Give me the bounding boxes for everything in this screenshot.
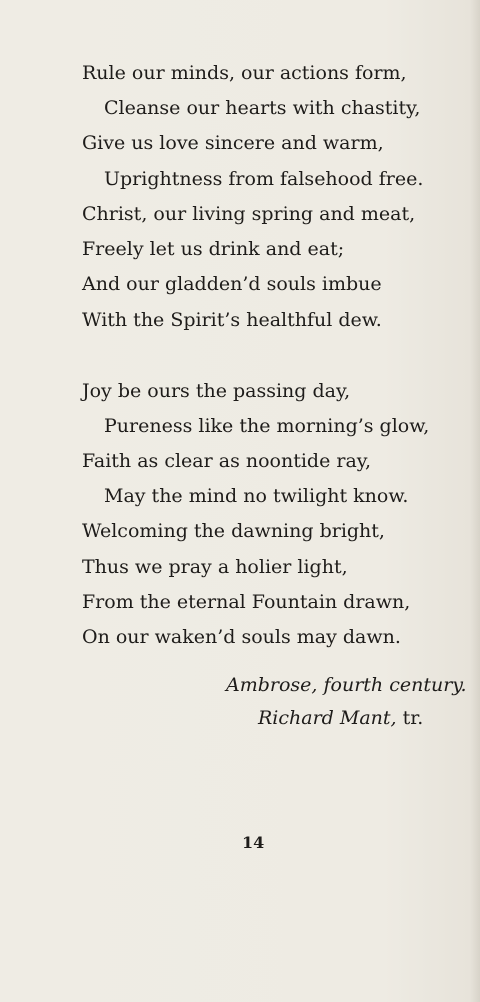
verse-line: Give us love sincere and warm, [82, 132, 384, 154]
translator-suffix: tr. [396, 707, 424, 729]
author-credit: Ambrose, fourth century. [226, 674, 467, 696]
verse-line: Joy be ours the passing day, [82, 380, 351, 402]
verse-line: Faith as clear as noontide ray, [82, 450, 372, 472]
verse-line: From the eternal Fountain drawn, [82, 591, 411, 613]
verse-line: May the mind no twilight know. [104, 485, 409, 507]
page-number: 14 [242, 833, 265, 852]
verse-line: Uprightness from falsehood free. [104, 168, 424, 190]
verse-line: Rule our minds, our actions form, [82, 62, 407, 84]
verse-line: With the Spirit’s healthful dew. [82, 309, 382, 331]
verse-line: Thus we pray a holier light, [82, 556, 348, 578]
verse-line: And our gladden’d souls imbue [82, 273, 382, 295]
verse-line: Welcoming the dawning bright, [82, 520, 385, 542]
translator-name: Richard Mant, [258, 707, 397, 729]
verse-line: Cleanse our hearts with chastity, [104, 97, 421, 119]
translator-credit [258, 707, 423, 729]
page-edge-shadow [470, 0, 480, 1002]
verse-line: Christ, our living spring and meat, [82, 203, 416, 225]
verse-line: Pureness like the morning’s glow, [104, 415, 430, 437]
verse-line: On our waken’d souls may dawn. [82, 626, 401, 648]
verse-line: Freely let us drink and eat; [82, 238, 345, 260]
